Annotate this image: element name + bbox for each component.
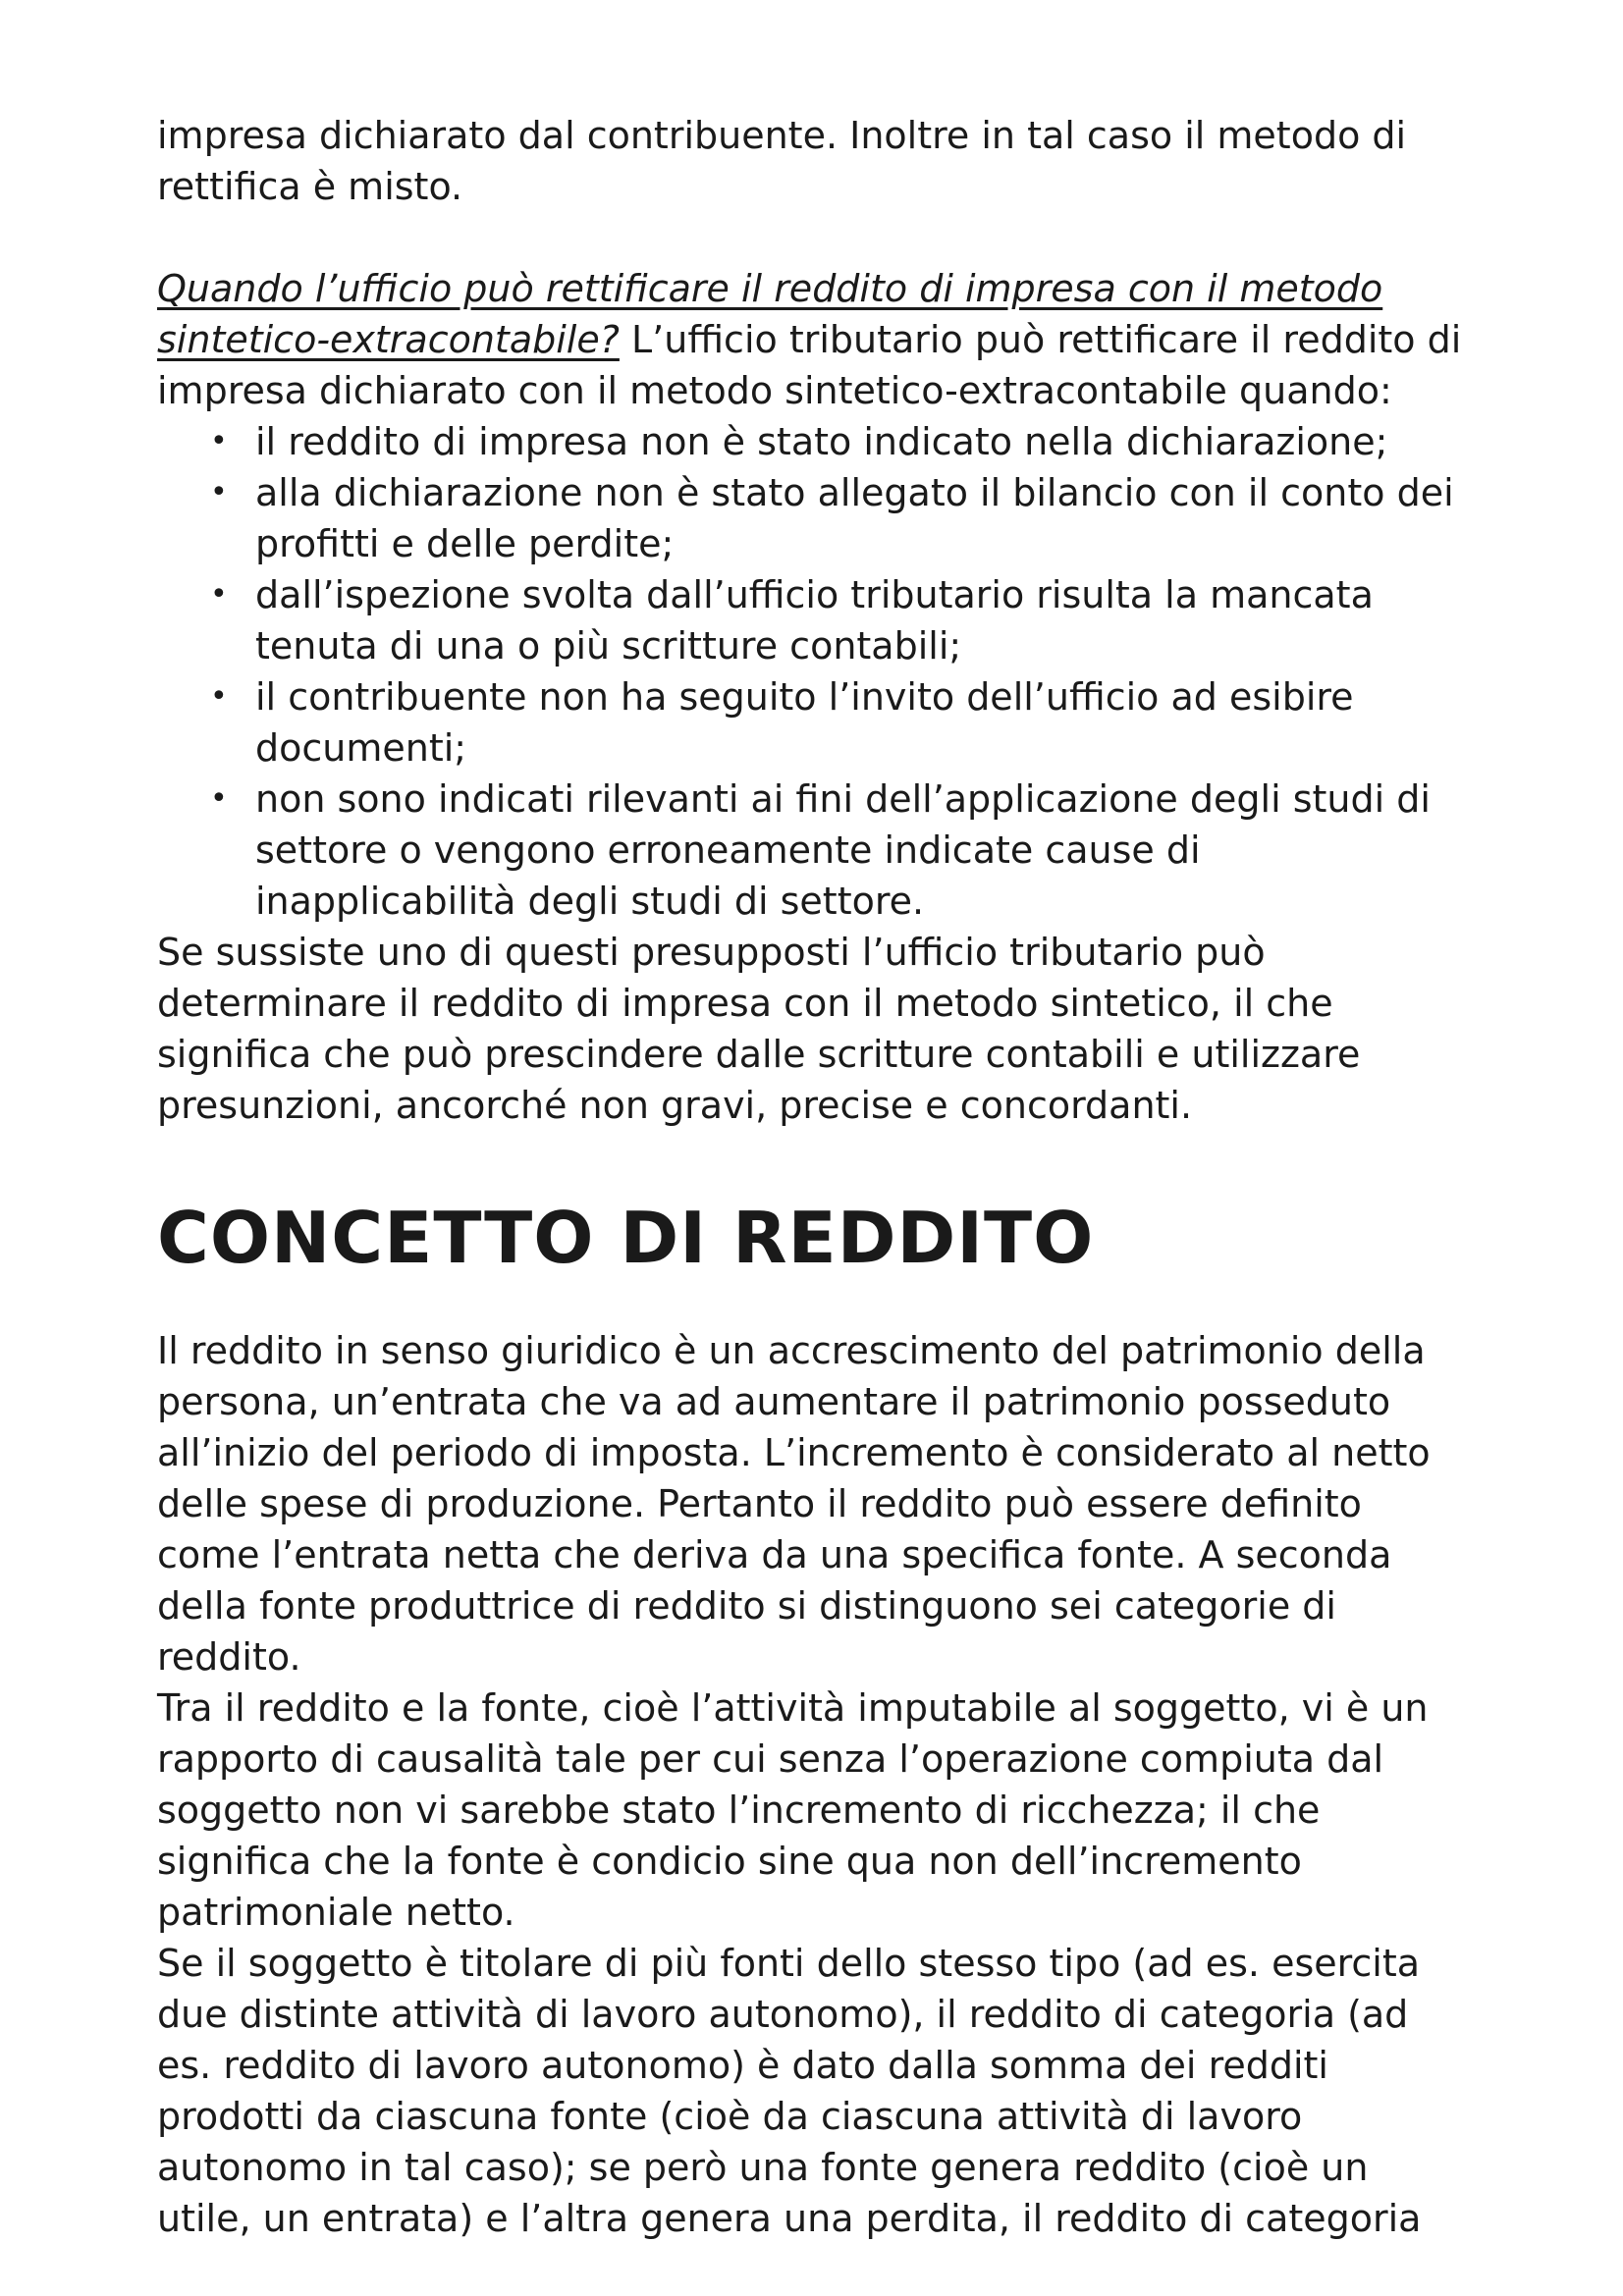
- document-page: [157, 110, 1473, 2244]
- conditions-list: [157, 416, 1473, 927]
- list-item: • il contribuente non ha seguito l’invito dell’ufficio ad esibire documenti;: [255, 671, 1473, 774]
- list-item: • non sono indicati rilevanti ai fini dell’applicazione degli studi di settore o vengono erroneamente indicate cause di inapplicabilità degli studi di settore.: [255, 774, 1473, 927]
- section-heading: CONCETTO DI REDDITO: [157, 1197, 1095, 1279]
- question-heading: Quando l’ufficio può rettificare il reddito di impresa con il metodo sintetico-extracontabile?: [157, 267, 1383, 361]
- body-paragraph: Tra il reddito e la fonte, cioè l’attività imputabile al soggetto, vi è un rapporto di causalità tale per cui senza l’operazione compiuta dal soggetto non vi sarebbe stato l’incremento di ricchezza; il che significa che la fonte è condicio sine qua non dell’incremento patrimoniale netto.: [157, 1686, 1429, 1934]
- intro-paragraph: impresa dichiarato dal contribuente. Inoltre in tal caso il metodo di rettifica è misto.: [157, 114, 1407, 208]
- list-item: • alla dichiarazione non è stato allegato il bilancio con il conto dei profitti e delle perdite;: [255, 467, 1473, 569]
- paragraph-gap: [157, 212, 1473, 263]
- body-paragraph: Se il soggetto è titolare di più fonti dello stesso tipo (ad es. esercita due distinte attività di lavoro autonomo), il reddito di categoria (ad es. reddito di lavoro autonomo) è dato dalla somma dei redditi prodotti da ciascuna fonte (cioè da ciascuna attività di lavoro autonomo in tal caso); se però una fonte genera reddito (cioè un utile, un entrata) e l’altra genera una perdita, il reddito di categoria: [157, 1942, 1422, 2240]
- question-paragraph: [157, 263, 1473, 416]
- list-item: • il reddito di impresa non è stato indicato nella dichiarazione;: [255, 416, 1473, 467]
- list-item: • dall’ispezione svolta dall’ufficio tributario risulta la mancata tenuta di una o più scritture contabili;: [255, 569, 1473, 671]
- body-paragraph: Il reddito in senso giuridico è un accrescimento del patrimonio della persona, un’entrata che va ad aumentare il patrimonio posseduto all’inizio del periodo di imposta. L’incremento è considerato al netto delle spese di produzione. Pertanto il reddito può essere definito come l’entrata netta che deriva da una specifica fonte. A seconda della fonte produttrice di reddito si distinguono sei categorie di reddito.: [157, 1329, 1431, 1679]
- conclusion-paragraph: Se sussiste uno di questi presupposti l’ufficio tributario può determinare il reddito di impresa con il metodo sintetico, il che significa che può prescindere dalle scritture contabili e utilizzare presunzioni, ancorché non gravi, precise e concordanti.: [157, 931, 1361, 1127]
- answer-intro: L’ufficio tributario può rettificare il reddito di impresa dichiarato con il metodo sintetico-extracontabile quando:: [157, 318, 1462, 412]
